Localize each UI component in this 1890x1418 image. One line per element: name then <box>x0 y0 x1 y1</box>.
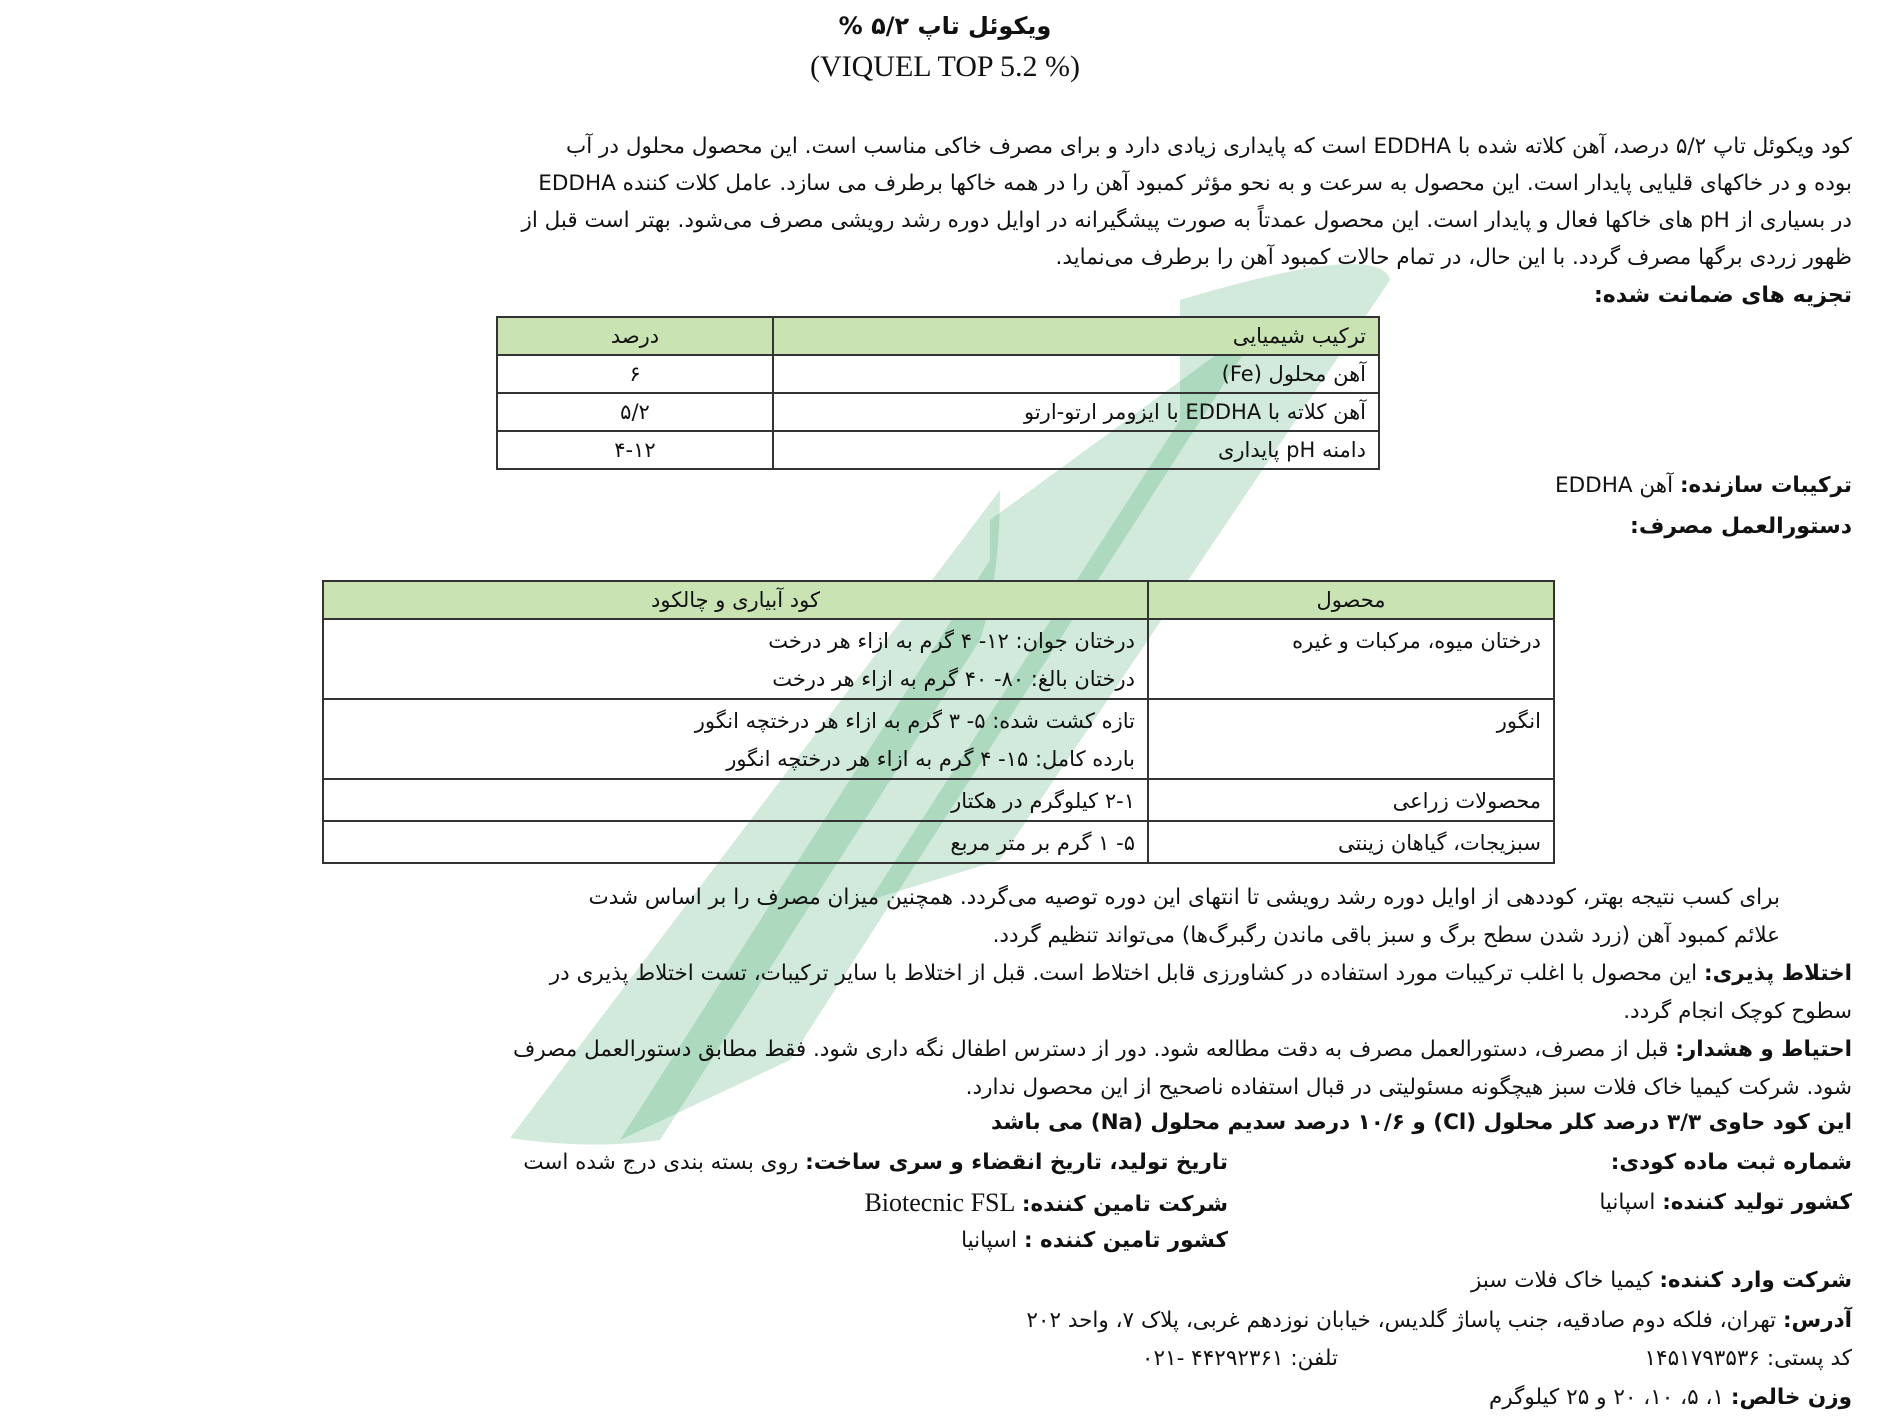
producer-country-label: کشور تولید کننده: <box>1662 1190 1852 1215</box>
table-row <box>497 431 1379 469</box>
usage-table <box>322 580 1555 864</box>
title-english: (VIQUEL TOP 5.2 %) <box>810 50 1080 83</box>
warning-text: قبل از مصرف، دستورالعمل مصرف به دقت مطالعه شود. دور از دسترس اطفال نگه داری شود. فقط مطابق دستورالعمل مصرف <box>512 1037 1676 1062</box>
usage-heading: دستورالعمل مصرف: <box>1630 514 1852 539</box>
supplier-country-label: کشور تامین کننده : <box>1023 1228 1228 1253</box>
intro-line: در بسیاری از pH های خاکها فعال و پایدار است. این محصول عمدتاً به صورت پیشگیرانه در اوایل دوره رشد رویشی مصرف می‌شود. بهتر است قبل از <box>521 208 1852 233</box>
compatibility-text: این محصول با اغلب ترکیبات مورد استفاده در کشاورزی قابل اختلاط است. قبل از اختلاط با سایر ترکیبات، تست اختلاط پذیری در <box>549 961 1704 986</box>
phone-line <box>1142 1346 1338 1371</box>
table-row <box>323 779 1554 821</box>
table-header-row <box>497 317 1379 355</box>
warning-line: شود. شرکت کیمیا خاک فلات سبز هیچگونه مسئولیتی در قبال استفاده ناصحیح از این محصول ندارد. <box>965 1075 1852 1100</box>
weight-value: ۱، ۵، ۱۰، ۲۰ و ۲۵ کیلوگرم <box>1488 1385 1731 1410</box>
registration-line <box>1611 1150 1852 1175</box>
crop-cell: درختان میوه، مرکبات و غیره <box>1148 619 1554 699</box>
dosage-cell <box>323 779 1148 821</box>
dosage-line: درختان جوان: ۱۲- ۴ گرم به ازاء هر درخت <box>768 629 1135 653</box>
dosage-cell <box>323 619 1148 699</box>
crop-cell: انگور <box>1148 699 1554 779</box>
dosage-line: تازه کشت شده: ۵- ۳ گرم به ازاء هر درختچه انگور <box>694 709 1135 733</box>
importer-line <box>1471 1268 1852 1293</box>
usage-note <box>80 879 1780 955</box>
composition-line <box>1555 473 1852 498</box>
address-value: تهران، فلکه دوم صادقیه، جنب پاساژ گلدیس، خیابان نوزدهم غربی، پلاک ۷، واحد ۲۰۲ <box>1026 1308 1783 1333</box>
composition-value: آهن EDDHA <box>1555 473 1680 498</box>
column-header: محصول <box>1148 581 1554 619</box>
crop-cell: سبزیجات، گیاهان زینتی <box>1148 821 1554 863</box>
table-cell: دامنه pH پایداری <box>773 431 1379 469</box>
supplier-label: شرکت تامین کننده: <box>1021 1192 1228 1217</box>
compatibility-label: اختلاط پذیری: <box>1703 961 1852 986</box>
table-row <box>323 619 1554 699</box>
intro-paragraph <box>34 128 1852 276</box>
compatibility-paragraph <box>32 955 1852 1031</box>
importer-label: شرکت وارد کننده: <box>1659 1268 1852 1293</box>
column-header: درصد <box>497 317 773 355</box>
warning-paragraph <box>32 1031 1852 1107</box>
supplier-country-value: اسپانیا <box>961 1228 1024 1253</box>
table-cell: آهن محلول (Fe) <box>773 355 1379 393</box>
warning-line <box>32 1031 1852 1069</box>
postal-label: کد پستی: <box>1766 1346 1852 1371</box>
address-line <box>1026 1308 1852 1333</box>
producer-country-value: اسپانیا <box>1599 1190 1663 1215</box>
producer-country-line <box>1599 1190 1852 1215</box>
note-line: برای کسب نتیجه بهتر، کوددهی از اوایل دوره رشد رویشی تا انتهای این دوره توصیه می‌گردد. همچنین میزان مصرف را بر اساس شدت <box>588 885 1780 910</box>
dates-value: روی بسته بندی درج شده است <box>523 1150 806 1175</box>
address-label: آدرس: <box>1782 1308 1852 1333</box>
analysis-table <box>496 316 1380 470</box>
compatibility-line <box>32 955 1852 993</box>
dosage-cell <box>323 699 1148 779</box>
dates-line <box>523 1150 1228 1175</box>
table-header-row <box>323 581 1554 619</box>
column-header: ترکیب شیمیایی <box>773 317 1379 355</box>
postal-value: ۱۴۵۱۷۹۳۵۳۶ <box>1644 1346 1767 1371</box>
dosage-cell <box>323 821 1148 863</box>
note-line: علائم کمبود آهن (زرد شدن سطح برگ و سبز باقی ماندن رگبرگ‌ها) می‌تواند تنظیم گردد. <box>992 923 1780 948</box>
intro-line: کود ویکوئل تاپ ۵/۲ درصد، آهن کلاته شده با EDDHA است که پایداری زیادی دارد و برای مصرف خاکی مناسب است. این محصول محلول در آب <box>565 134 1852 159</box>
composition-label: ترکیبات سازنده: <box>1679 473 1852 498</box>
table-row <box>497 355 1379 393</box>
column-header: کود آبیاری و چالکود <box>323 581 1148 619</box>
dosage-line: درختان بالغ: ۸۰- ۴۰ گرم به ازاء هر درخت <box>772 667 1135 691</box>
supplier-line <box>864 1188 1228 1218</box>
title-persian: ویکوئل تاپ ۵/۲ % <box>838 12 1052 40</box>
supplier-value: Biotecnic FSL <box>864 1188 1022 1217</box>
phone-label: تلفن: <box>1290 1346 1338 1371</box>
table-row <box>323 821 1554 863</box>
table-row <box>497 393 1379 431</box>
registration-label: شماره ثبت ماده کودی: <box>1610 1150 1852 1175</box>
table-row <box>323 699 1554 779</box>
phone-value: ۴۴۲۹۲۳۶۱ -۰۲۱ <box>1141 1346 1291 1371</box>
dosage-line: ۲-۱ کیلوگرم در هکتار <box>951 789 1135 813</box>
dosage-line: بارده کامل: ۱۵- ۴ گرم به ازاء هر درختچه انگور <box>726 747 1135 771</box>
warning-label: احتیاط و هشدار: <box>1675 1037 1852 1062</box>
dates-label: تاریخ تولید، تاریخ انقضاء و سری ساخت: <box>805 1150 1228 1175</box>
table-cell: آهن کلاته با EDDHA با ایزومر ارتو-ارتو <box>773 393 1379 431</box>
intro-line: ظهور زردی برگها مصرف گردد. با این حال، در تمام حالات کمبود آهن را برطرف می‌نماید. <box>1055 245 1852 270</box>
crop-cell: محصولات زراعی <box>1148 779 1554 821</box>
weight-line <box>1489 1385 1852 1410</box>
supplier-country-line <box>961 1228 1228 1253</box>
table-cell: ۴-۱۲ <box>497 431 773 469</box>
analysis-heading: تجزیه های ضمانت شده: <box>1593 283 1852 308</box>
contains-line: این کود حاوی ۳/۳ درصد کلر محلول (Cl) و ۱۰/۶ درصد سدیم محلول (Na) می باشد <box>990 1110 1852 1135</box>
intro-line: بوده و در خاکهای قلیایی پایدار است. این محصول به سرعت و به نحو مؤثر کمبود آهن را در همه خاکها برطرف می سازد. عامل کلات کننده EDDHA <box>538 171 1852 196</box>
compatibility-line: سطوح کوچک انجام گردد. <box>1623 999 1852 1024</box>
postal-line <box>1645 1346 1853 1371</box>
importer-value: کیمیا خاک فلات سبز <box>1471 1268 1660 1293</box>
dosage-line: ۵- ۱ گرم بر متر مربع <box>950 831 1135 855</box>
table-cell: ۶ <box>497 355 773 393</box>
table-cell: ۵/۲ <box>497 393 773 431</box>
weight-label: وزن خالص: <box>1730 1385 1852 1410</box>
